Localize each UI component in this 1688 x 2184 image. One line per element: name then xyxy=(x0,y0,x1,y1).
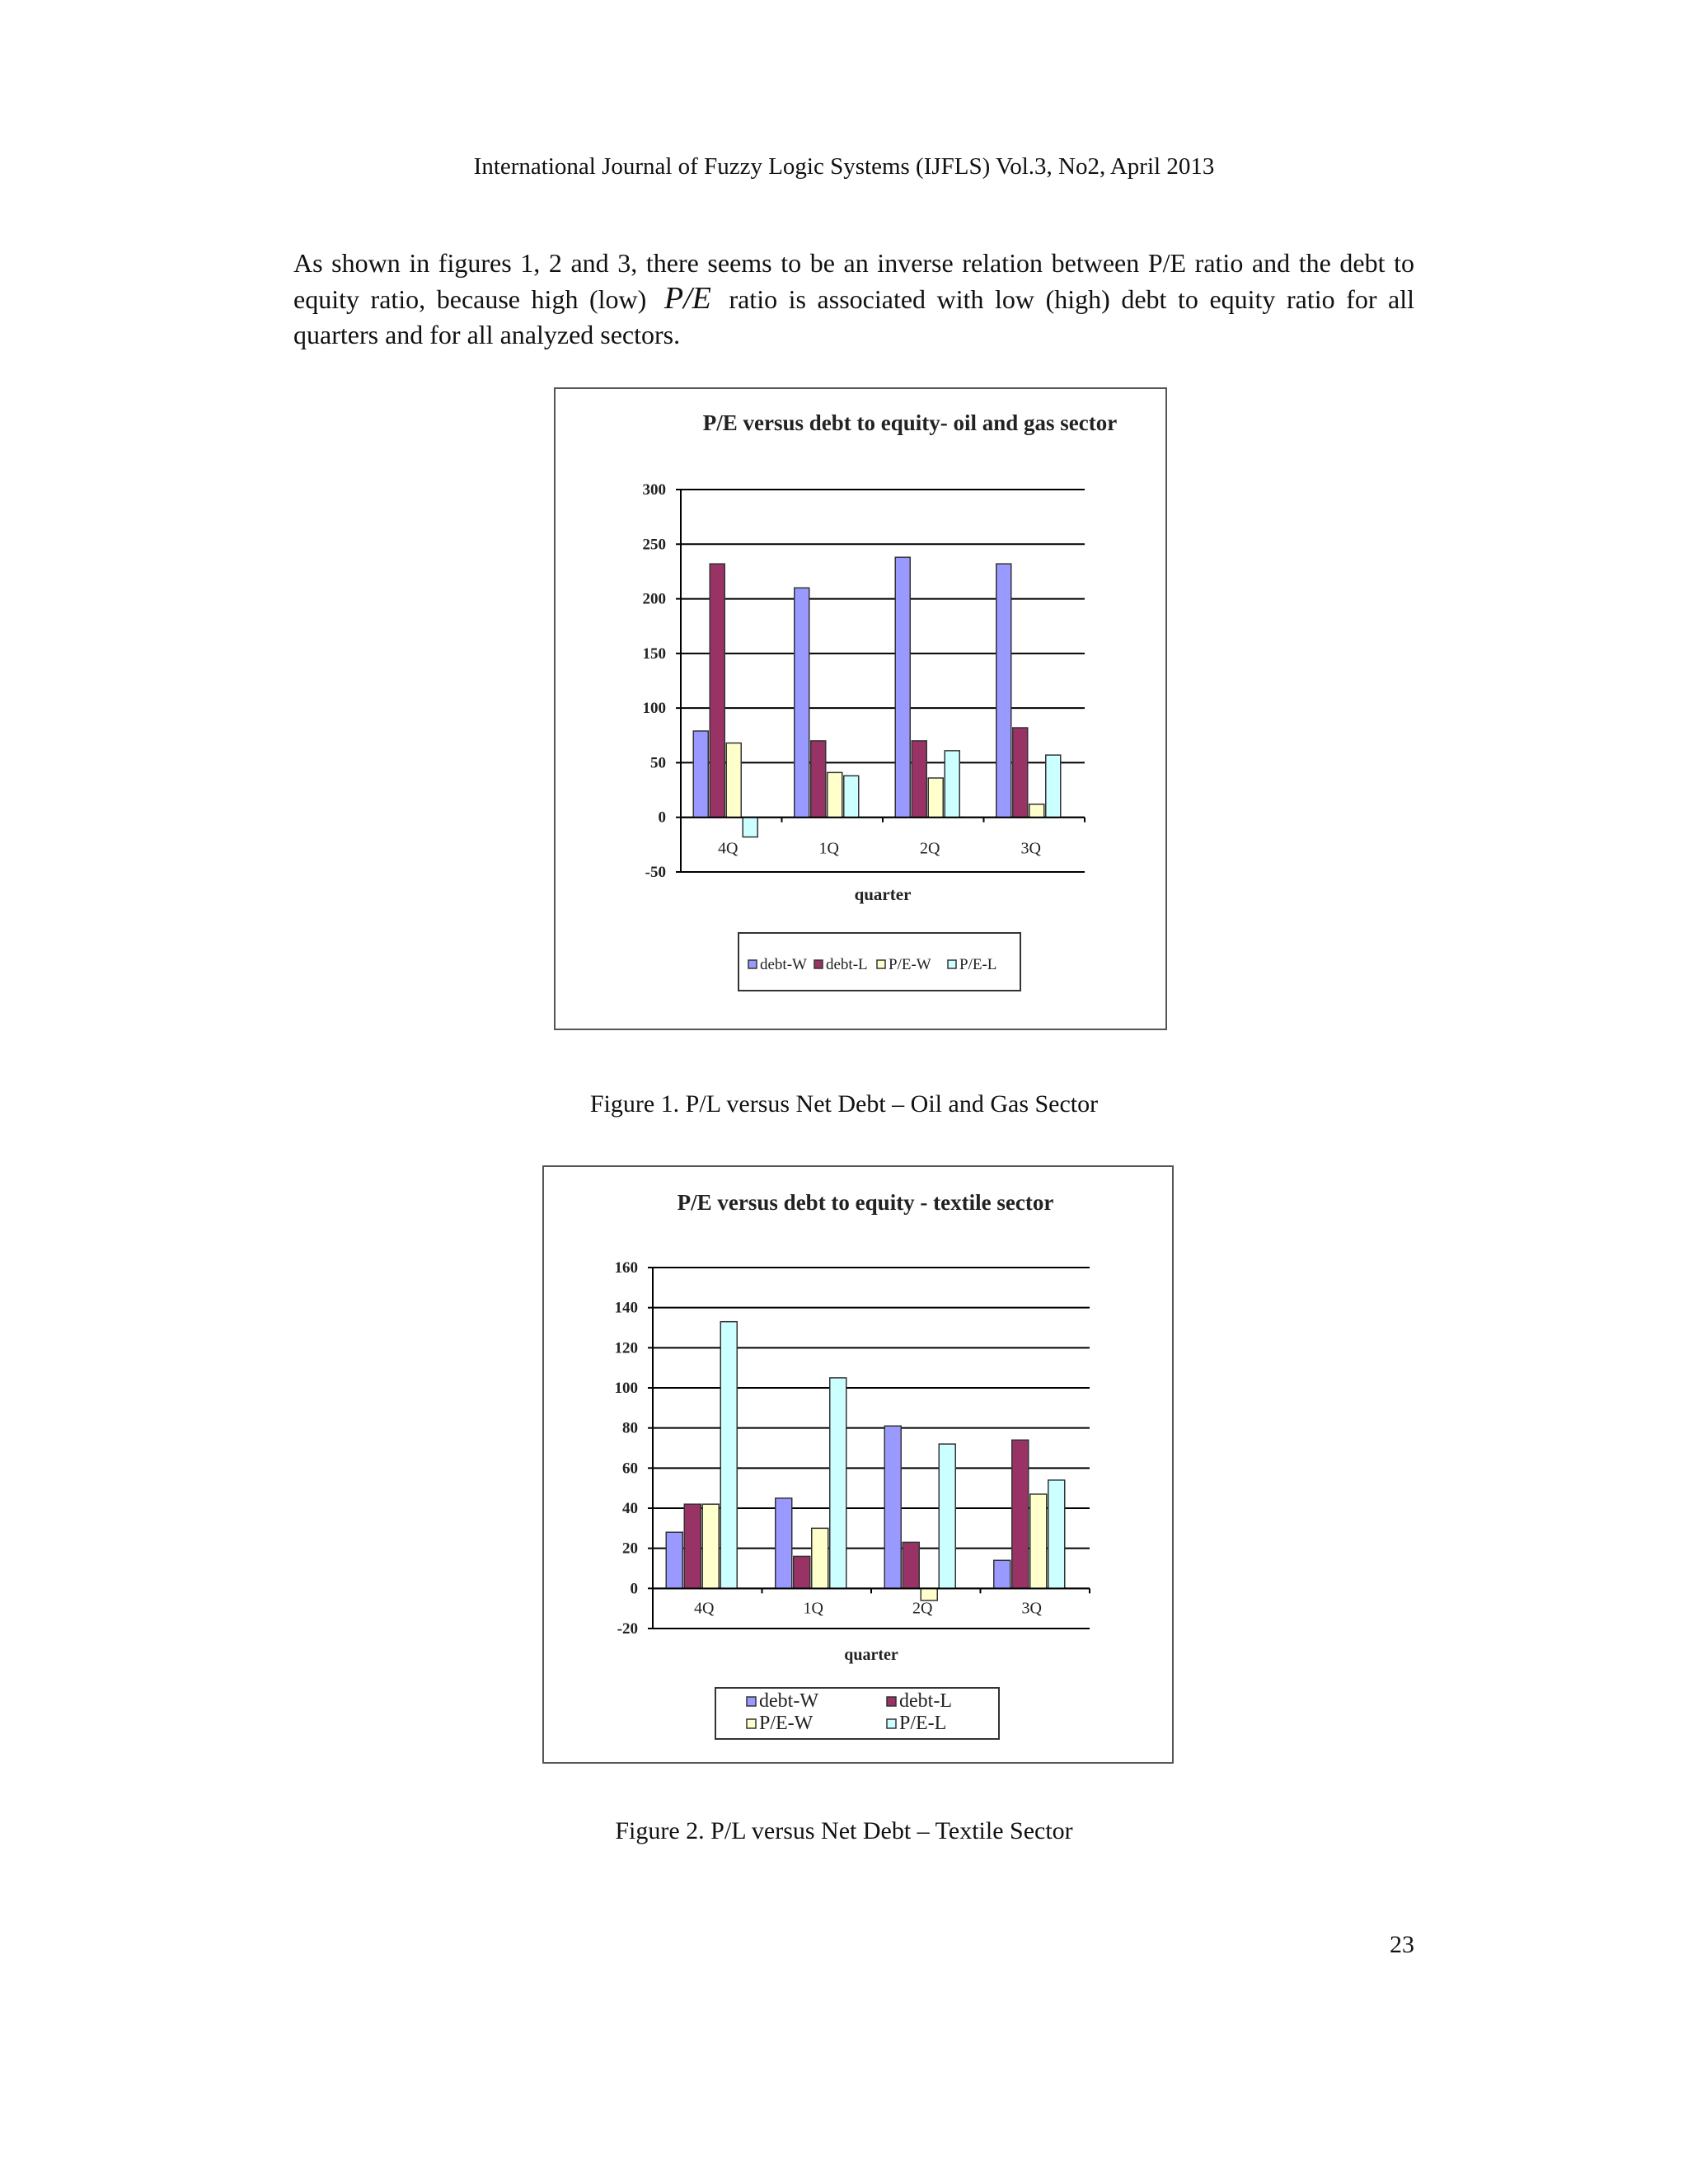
bar-debt-l-1q xyxy=(811,741,826,818)
legend-swatch xyxy=(877,960,885,968)
bar-pe-l-2q xyxy=(939,1444,955,1588)
y-tick-label: 150 xyxy=(642,644,666,663)
paragraph-text-2: ratio is associated with low (high) debt to equity ratio for all quarters and for all analyzed sectors. xyxy=(293,284,1415,349)
bar-debt-w-2q xyxy=(895,557,910,818)
y-tick-label: 20 xyxy=(622,1540,638,1558)
legend-swatch xyxy=(887,1697,896,1706)
bar-pe-w-4q xyxy=(702,1504,719,1588)
x-category-label: 1Q xyxy=(818,839,839,858)
bar-pe-l-3q xyxy=(1046,755,1061,818)
legend-box xyxy=(715,1688,999,1739)
page-number: 23 xyxy=(1390,1931,1414,1958)
figure-2-chart xyxy=(544,1167,1172,1762)
bar-pe-w-3q xyxy=(1030,1494,1047,1588)
y-tick-label: 140 xyxy=(614,1299,638,1317)
bar-debt-l-1q xyxy=(794,1556,810,1588)
bar-debt-l-4q xyxy=(684,1504,701,1588)
bar-pe-w-3q xyxy=(1029,804,1044,818)
y-tick-label: 0 xyxy=(658,808,666,827)
figure-2-chart-frame xyxy=(542,1165,1174,1764)
legend-label: debt-L xyxy=(899,1690,952,1712)
x-axis-label: quarter xyxy=(854,884,912,904)
y-tick-label: -20 xyxy=(617,1620,638,1638)
bar-pe-l-4q xyxy=(743,818,757,837)
legend-label: debt-W xyxy=(759,1690,818,1712)
legend-swatch xyxy=(748,960,757,968)
bar-pe-w-4q xyxy=(726,743,741,818)
y-tick-label: 80 xyxy=(622,1419,638,1437)
pe-symbol: P/E xyxy=(663,281,711,316)
legend-label: P/E-W xyxy=(759,1713,814,1734)
y-tick-label: 160 xyxy=(614,1259,638,1277)
bar-debt-w-1q xyxy=(776,1498,792,1589)
bar-pe-w-1q xyxy=(812,1528,828,1588)
bar-debt-l-2q xyxy=(903,1542,919,1588)
y-tick-label: 250 xyxy=(642,536,666,554)
bar-debt-w-4q xyxy=(693,731,708,818)
legend-label: P/E-L xyxy=(899,1713,947,1734)
y-tick-label: 300 xyxy=(642,481,666,499)
y-tick-label: 100 xyxy=(614,1380,638,1397)
x-category-label: 3Q xyxy=(1021,1599,1042,1618)
bar-pe-l-2q xyxy=(945,751,959,818)
legend-label: debt-W xyxy=(760,956,807,973)
bar-pe-w-1q xyxy=(828,772,842,817)
y-tick-label: -50 xyxy=(645,864,666,881)
y-tick-label: 120 xyxy=(614,1339,638,1357)
legend-swatch xyxy=(747,1697,756,1706)
chart-title: P/E versus debt to equity - textile sector xyxy=(677,1190,1054,1215)
figure-1-chart xyxy=(556,389,1165,1029)
x-category-label: 2Q xyxy=(912,1599,933,1618)
legend-label: debt-L xyxy=(826,956,868,973)
x-category-label: 2Q xyxy=(920,839,940,858)
legend-swatch xyxy=(747,1719,756,1728)
bar-debt-l-4q xyxy=(710,564,724,818)
x-category-label: 1Q xyxy=(803,1599,823,1618)
bar-pe-w-2q xyxy=(928,778,943,818)
y-tick-label: 100 xyxy=(642,700,666,718)
legend-swatch xyxy=(948,960,956,968)
figure-2-caption: Figure 2. P/L versus Net Debt – Textile Sector xyxy=(615,1817,1073,1844)
journal-header: International Journal of Fuzzy Logic Systems (IJFLS) Vol.3, No2, April 2013 xyxy=(473,153,1215,180)
legend-swatch xyxy=(814,960,823,968)
bar-pe-l-1q xyxy=(844,776,859,817)
x-category-label: 3Q xyxy=(1020,839,1041,858)
bar-debt-w-1q xyxy=(795,588,809,817)
x-category-label: 4Q xyxy=(694,1599,715,1618)
y-tick-label: 200 xyxy=(642,590,666,608)
bar-debt-w-4q xyxy=(666,1532,682,1588)
legend-swatch xyxy=(887,1719,896,1728)
bar-debt-l-3q xyxy=(1013,728,1028,818)
legend-label: P/E-W xyxy=(889,956,931,973)
bar-pe-l-4q xyxy=(720,1322,737,1589)
chart-title: P/E versus debt to equity- oil and gas sector xyxy=(702,410,1118,435)
bar-debt-l-3q xyxy=(1012,1440,1029,1588)
legend-label: P/E-L xyxy=(959,956,997,973)
y-tick-label: 60 xyxy=(622,1460,638,1478)
bar-debt-w-3q xyxy=(996,564,1011,818)
bar-pe-l-3q xyxy=(1048,1480,1065,1588)
bar-debt-w-3q xyxy=(994,1560,1010,1588)
body-paragraph xyxy=(293,246,1414,353)
y-tick-label: 0 xyxy=(630,1580,638,1598)
y-tick-label: 40 xyxy=(622,1500,638,1517)
figure-1-chart-frame xyxy=(554,387,1167,1030)
y-tick-label: 50 xyxy=(650,754,666,772)
x-axis-label: quarter xyxy=(844,1646,898,1664)
figure-1-caption: Figure 1. P/L versus Net Debt – Oil and Gas Sector xyxy=(589,1090,1099,1118)
bar-pe-l-1q xyxy=(830,1378,846,1588)
x-category-label: 4Q xyxy=(718,839,738,858)
bar-debt-l-2q xyxy=(912,741,926,818)
paragraph-text-1: As shown in figures 1, 2 and 3, there seems to be an inverse relation between P/E ratio and the debt to equity ratio, because high (low) xyxy=(293,248,1414,314)
bar-debt-w-2q xyxy=(884,1426,901,1588)
